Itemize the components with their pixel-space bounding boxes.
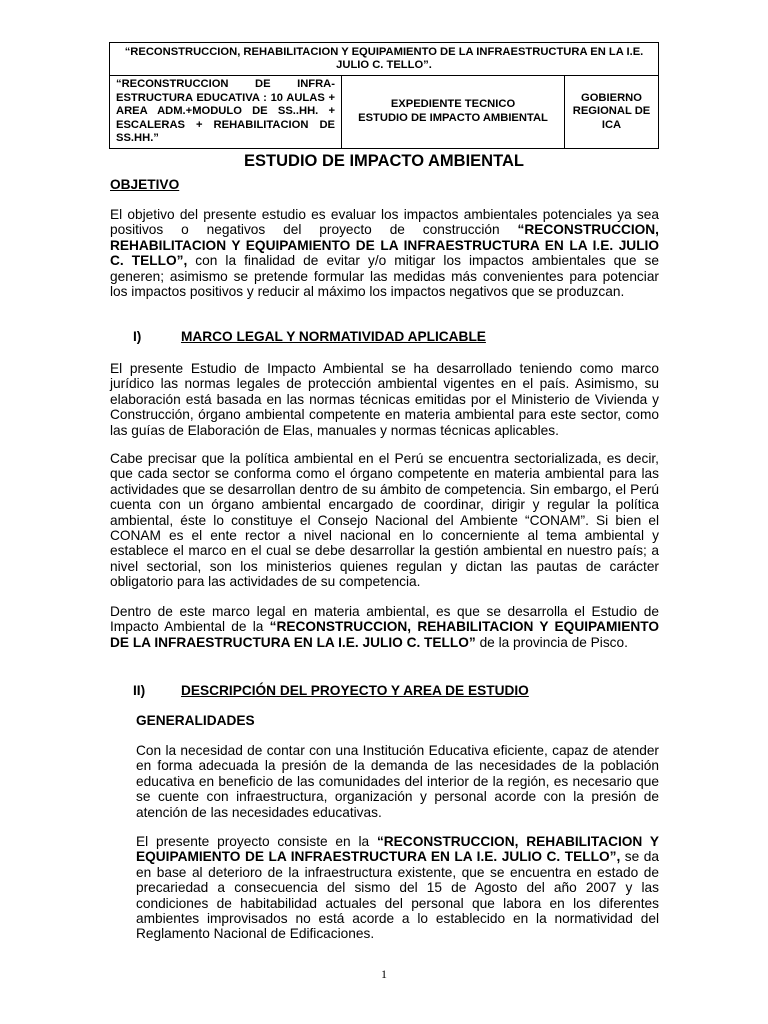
section1-p3-text-a: Dentro de este marco legal en materia ambiental, es que se desarrolla el Estudio de Impacto Ambiental de la: [110, 604, 659, 635]
section2-number: II): [133, 683, 146, 698]
section1-paragraph-3: [110, 604, 659, 650]
section1-paragraph-2: Cabe precisar que la política ambiental en el Perú se encuentra sectorializada, es decir, que cada sector se conforma como el órgano competente en materia ambiental para las actividades que se desarrollan dentro de su ámbito de competencia. Sin embargo, el Perú cuenta con un órgano ambiental encargado de coordinar, dirigir y regular la política ambiental, éste lo constituye el Consejo Nacional del Ambiente “CONAM”. Si bien el CONAM es el ente rector a nivel nacional en lo concerniente al tema ambiental y establece el marco en el cual se debe desarrollar la gestión ambiental en nuestro país; a nivel sectorial, son los ministerios quienes regulan y dictan las pautas de carácter obligatorio para las actividades de su competencia.: [110, 451, 659, 590]
header-table: [109, 42, 659, 149]
section2-p2-text-c: se da en base al deterioro de la infraestructura existente, que se encuentra en estado de precariedad a consecuencia del sismo del 15 de Agosto del año 2007 y las condiciones de habitabilidad actuales del personal que labora en los diferentes ambientes improvisados no está acorde a lo establecido en la normatividad del Reglamento Nacional de Edificaciones.: [136, 849, 659, 942]
header-study-label: ESTUDIO DE IMPACTO AMBIENTAL: [358, 111, 548, 124]
section2-p2-project-name: “RECONSTRUCCION, REHABILITACION Y EQUIPAMIENTO DE LA INFRAESTRUCTURA EN LA I.E. JULIO C. TELLO”,: [136, 834, 659, 865]
header-project-title: “RECONSTRUCCION, REHABILITACION Y EQUIPAMIENTO DE LA INFRAESTRUCTURA EN LA I.E. JULIO C. TELLO”.: [110, 43, 659, 76]
section1-paragraph-1: El presente Estudio de Impacto Ambiental se ha desarrollado teniendo como marco jurídico las normas legales de protección ambiental vigentes en el país. Asimismo, su elaboración está basada en las normas técnicas emitidas por el Ministerio de Vivienda y Construcción, órgano ambiental competente en materia ambiental para este sector, como las guías de Elaboración de Elas, manuales y normas técnicas aplicables.: [110, 361, 659, 438]
section1-title: MARCO LEGAL Y NORMATIVIDAD APLICABLE: [181, 329, 486, 344]
generalidades-heading: GENERALIDADES: [136, 713, 255, 728]
section2-paragraph-1: Con la necesidad de contar con una Institución Educativa eficiente, capaz de atender en forma adecuada la presión de la demanda de las necesidades de la población educativa en beneficio de las comunidades del interior de la región, es necesario que se cuente con infraestructura, organización y personal acorde con la presión de atención de las necesidades educativas.: [136, 743, 659, 820]
section1-p3-text-c: de la provincia de Pisco.: [475, 634, 628, 650]
section2-p2-text-a: El presente proyecto consiste en la: [136, 834, 377, 849]
objetivo-text-c: con la finalidad de evitar y/o mitigar los impactos ambientales que se generen; asimismo se pretende formular las medidas más convenientes para potenciar los impactos positivos y reducir al máximo los impactos negativos que se produzcan.: [110, 253, 659, 300]
section2-title: DESCRIPCIÓN DEL PROYECTO Y AREA DE ESTUDIO: [181, 683, 529, 698]
header-expediente-cell: [342, 76, 565, 149]
header-gobierno-cell: GOBIERNO REGIONAL DE ICA: [565, 76, 659, 149]
document-title: ESTUDIO DE IMPACTO AMBIENTAL: [244, 152, 524, 170]
page-number: 1: [381, 967, 387, 981]
objetivo-text-a: El objetivo del presente estudio es evaluar los impactos ambientales potenciales ya sea positivos o negativos del proyecto de construcción: [110, 207, 659, 238]
objetivo-heading: OBJETIVO: [110, 177, 180, 192]
objetivo-paragraph: [110, 207, 659, 299]
section1-p3-project-name: “RECONSTRUCCION, REHABILITACION Y EQUIPAMIENTO DE LA INFRAESTRUCTURA EN LA I.E. JULIO C. TELLO”: [110, 619, 659, 650]
section1-number: I): [133, 329, 142, 344]
objetivo-project-name: “RECONSTRUCCION, REHABILITACION Y EQUIPAMIENTO DE LA INFRAESTRUCTURA EN LA I.E. JULIO C. TELLO”,: [110, 222, 659, 269]
header-expediente-label: EXPEDIENTE TECNICO: [390, 98, 516, 111]
section2-paragraph-2: [136, 834, 659, 942]
header-scope-cell: “RECONSTRUCCION DE INFRA-ESTRUCTURA EDUCATIVA : 10 AULAS + AREA ADM.+MODULO DE SS..HH. + ESCALERAS + REHABILITACION DE SS.HH.”: [110, 76, 342, 149]
